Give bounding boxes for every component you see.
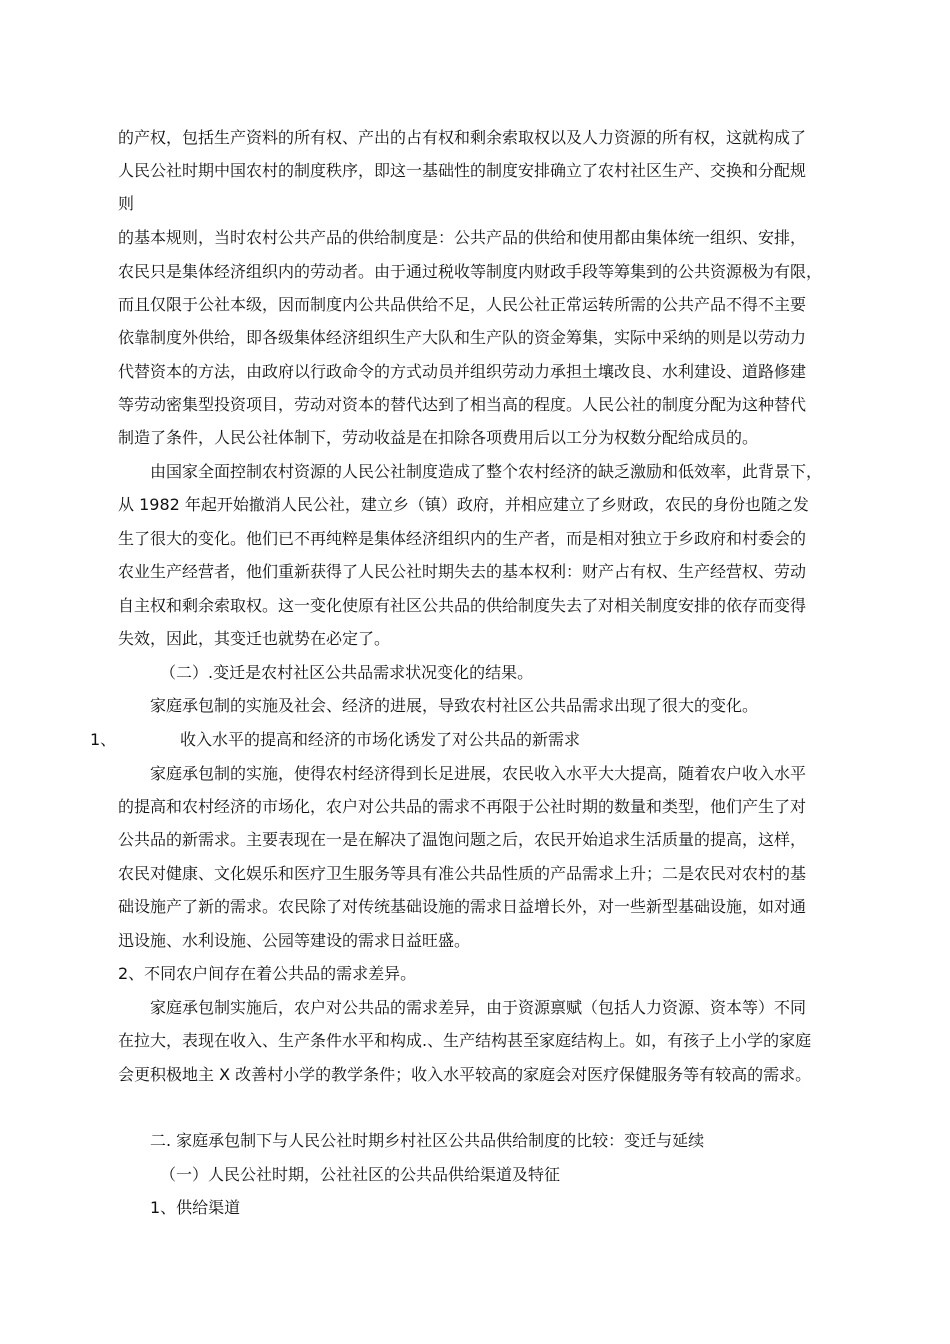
paragraph-line: 迅设施、水利设施、公园等建设的需求日益旺盛。 <box>118 931 471 950</box>
paragraph-line: 代替资本的方法，由政府以行政命令的方式动员并组织劳动力承担土壤改良、水利建设、道路修建 <box>118 362 807 381</box>
paragraph-line: 依靠制度外供给，即各级集体经济组织生产大队和生产队的资金筹集，实际中采纳的则是以劳动力 <box>118 328 807 347</box>
section-subheading: （一）人民公社时期，公社社区的公共品供给渠道及特征 <box>160 1165 561 1184</box>
paragraph-line: 农业生产经营者，他们重新获得了人民公社时期失去的基本权利：财产占有权、生产经营权、劳动 <box>118 562 807 581</box>
paragraph-line: 公共品的新需求。主要表现在一是在解决了温饱问题之后，农民开始追求生活质量的提高，这样， <box>118 830 807 849</box>
section-heading: 二. 家庭承包制下与人民公社时期乡村社区公共品供给制度的比较：变迁与延续 <box>150 1131 705 1150</box>
paragraph-line: 人民公社时期中国农村的制度秩序，即这一基础性的制度安排确立了农村社区生产、交换和分配规 <box>118 161 807 180</box>
paragraph-line: 会更积极地主 X 改善村小学的教学条件；收入水平较高的家庭会对医疗保健服务等有较高的需求。 <box>118 1065 812 1084</box>
paragraph-line: 农民对健康、文化娱乐和医疗卫生服务等具有准公共品性质的产品需求上升；二是农民对农村的基 <box>118 864 807 883</box>
paragraph-line: 由国家全面控制农村资源的人民公社制度造成了整个农村经济的缺乏激励和低效率，此背景下， <box>150 462 823 481</box>
paragraph-line: 的提高和农村经济的市场化，农户对公共品的需求不再限于公社时期的数量和类型，他们产生了对 <box>118 797 807 816</box>
list-number: 1、 <box>90 730 117 749</box>
paragraph-line: 而且仅限于公社本级，因而制度内公共品供给不足，人民公社正常运转所需的公共产品不得不主要 <box>118 295 807 314</box>
paragraph-line: 的产权，包括生产资料的所有权、产出的占有权和剩余索取权以及人力资源的所有权，这就构成了 <box>118 128 807 147</box>
list-item-heading: 收入水平的提高和经济的市场化诱发了对公共品的新需求 <box>180 730 581 749</box>
list-item-heading: 1、供给渠道 <box>150 1198 241 1217</box>
list-item-heading: 2、不同农户间存在着公共品的需求差异。 <box>118 964 417 983</box>
paragraph-line: 失效，因此，其变迁也就势在必定了。 <box>118 629 391 648</box>
paragraph-line: 等劳动密集型投资项目，劳动对资本的替代达到了相当高的程度。人民公社的制度分配为这种替代 <box>118 395 807 414</box>
paragraph-line: 从 1982 年起开始撤消人民公社，建立乡（镇）政府，并相应建立了乡财政，农民的身份也随之发 <box>118 495 809 514</box>
paragraph-line: 础设施产了新的需求。农民除了对传统基础设施的需求日益增长外，对一些新型基础设施，如对通 <box>118 897 807 916</box>
paragraph-line: 自主权和剩余索取权。这一变化使原有社区公共品的供给制度失去了对相关制度安排的依存而变得 <box>118 596 807 615</box>
paragraph-line: 家庭承包制实施后，农户对公共品的需求差异，由于资源禀赋（包括人力资源、资本等）不同 <box>150 998 807 1017</box>
paragraph-line: 家庭承包制的实施及社会、经济的进展，导致农村社区公共品需求出现了很大的变化。 <box>150 696 759 715</box>
paragraph-line: 的基本规则，当时农村公共产品的供给制度是：公共产品的供给和使用都由集体统一组织、安排， <box>118 228 807 247</box>
paragraph-line: 家庭承包制的实施，使得农村经济得到长足进展，农民收入水平大大提高，随着农户收入水平 <box>150 764 807 783</box>
paragraph-line: 制造了条件，人民公社体制下，劳动收益是在扣除各项费用后以工分为权数分配给成员的。 <box>118 428 759 447</box>
paragraph-line: 则 <box>118 194 135 213</box>
section-subheading: （二）.变迁是农村社区公共品需求状况变化的结果。 <box>160 663 534 682</box>
paragraph-line: 在拉大，表现在收入、生产条件水平和构成.、生产结构甚至家庭结构上。如，有孩子上小学的家庭 <box>118 1031 812 1050</box>
paragraph-line: 农民只是集体经济组织内的劳动者。由于通过税收等制度内财政手段等筹集到的公共资源极为有限， <box>118 262 823 281</box>
paragraph-line: 生了很大的变化。他们已不再纯粹是集体经济组织内的生产者，而是相对独立于乡政府和村委会的 <box>118 529 807 548</box>
